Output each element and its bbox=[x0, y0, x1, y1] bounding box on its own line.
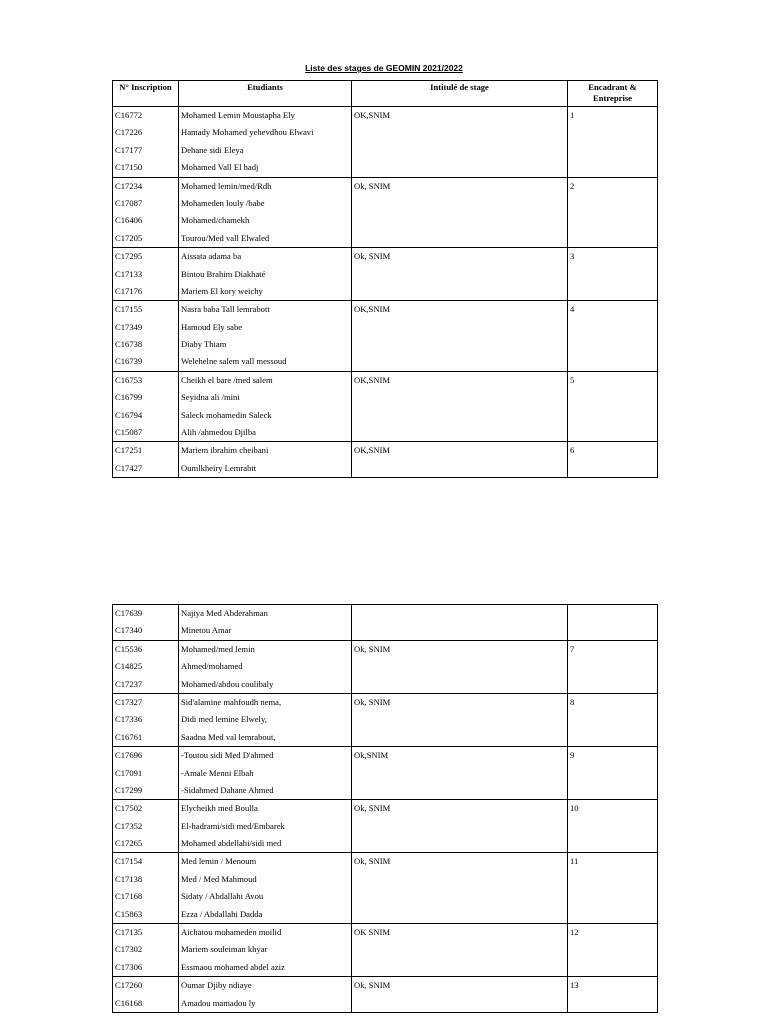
group-row bbox=[113, 640, 658, 693]
student-name: Med lemin / Menoum bbox=[181, 856, 257, 867]
student-name: Ezza / Abdallahi Dadda bbox=[181, 908, 263, 919]
student-name: Cheikh el bare /med salem bbox=[181, 374, 273, 385]
inscription-number: C17168 bbox=[115, 891, 143, 902]
inscription-cell bbox=[113, 800, 179, 853]
stage-title-cell: Ok, SNIM bbox=[352, 640, 568, 693]
inscription-number: C17327 bbox=[115, 696, 143, 707]
stage-title-cell: Ok,SNIM bbox=[352, 747, 568, 800]
internship-table-page1 bbox=[112, 80, 658, 478]
student-name: Mohamed/med lemin bbox=[181, 643, 255, 654]
students-cell bbox=[179, 640, 352, 693]
student-name: Mohamed Vall El hadj bbox=[181, 162, 259, 173]
inscription-cell bbox=[113, 371, 179, 442]
stage-title-cell: OK SNIM bbox=[352, 924, 568, 977]
student-name: Ahmed/mohamed bbox=[181, 661, 243, 672]
supervisor-cell: 4 bbox=[568, 301, 658, 372]
student-name: Mariem souleiman khyar bbox=[181, 944, 268, 955]
stage-title-cell: Ok, SNIM bbox=[352, 177, 568, 248]
inscription-number: C17091 bbox=[115, 767, 143, 778]
inscription-number: C16772 bbox=[115, 110, 143, 120]
group-row bbox=[113, 693, 658, 746]
student-name: Welehelne salem vall messoud bbox=[181, 356, 287, 367]
inscription-number: C17340 bbox=[115, 625, 143, 636]
inscription-number: C16738 bbox=[115, 339, 143, 350]
inscription-number: C16406 bbox=[115, 215, 143, 226]
students-cell bbox=[179, 924, 352, 977]
inscription-number: C17226 bbox=[115, 127, 143, 138]
student-name: Oumlkheiry Lemrabtt bbox=[181, 462, 257, 473]
inscription-number: C17265 bbox=[115, 838, 143, 849]
inscription-number: C17302 bbox=[115, 944, 143, 955]
inscription-number: C14825 bbox=[115, 661, 143, 672]
student-name: Tourou/Med vall Elwaled bbox=[181, 232, 270, 243]
supervisor-cell: 5 bbox=[568, 371, 658, 442]
inscription-number: C16794 bbox=[115, 409, 143, 420]
inscription-number: C17295 bbox=[115, 251, 143, 262]
supervisor-cell: 10 bbox=[568, 800, 658, 853]
student-name: Bintou Brahim Diakhaté bbox=[181, 268, 266, 279]
supervisor-cell: 11 bbox=[568, 853, 658, 924]
inscription-number: C16168 bbox=[115, 997, 143, 1008]
inscription-number: C17205 bbox=[115, 232, 143, 243]
students-cell bbox=[179, 107, 352, 178]
stage-title-cell: Ok, SNIM bbox=[352, 977, 568, 1013]
inscription-number: C17138 bbox=[115, 873, 143, 884]
document-title: Liste des stages de GEOMIN 2021/2022 bbox=[305, 63, 463, 73]
inscription-number: C16753 bbox=[115, 374, 143, 385]
group-row bbox=[113, 177, 658, 248]
inscription-cell bbox=[113, 977, 179, 1013]
inscription-cell bbox=[113, 442, 179, 478]
student-name: Oumar Djiby ndiaye bbox=[181, 980, 252, 991]
inscription-number: C17352 bbox=[115, 820, 143, 831]
inscription-number: C17306 bbox=[115, 961, 143, 972]
supervisor-cell: 13 bbox=[568, 977, 658, 1013]
students-cell bbox=[179, 605, 352, 641]
inscription-number: C17237 bbox=[115, 678, 143, 689]
stage-title-cell: OK,SNIM bbox=[352, 107, 568, 178]
supervisor-cell: 3 bbox=[568, 248, 658, 301]
student-name: Minetou Amar bbox=[181, 625, 232, 636]
header-inscription: N° Inscription bbox=[113, 81, 179, 107]
student-name: Aichatou mohameden moilid bbox=[181, 927, 282, 938]
supervisor-cell: 2 bbox=[568, 177, 658, 248]
student-name: Saadna Med val lemrabout, bbox=[181, 731, 276, 742]
inscription-cell bbox=[113, 747, 179, 800]
inscription-number: C16739 bbox=[115, 356, 143, 367]
supervisor-cell: 8 bbox=[568, 693, 658, 746]
student-name: Seyidna ali /mini bbox=[181, 392, 240, 403]
supervisor-cell: 12 bbox=[568, 924, 658, 977]
student-name: Nasra baba Tall lemrabott bbox=[181, 304, 270, 315]
inscription-number: C17251 bbox=[115, 445, 143, 456]
student-name: Najiya Med Abderahman bbox=[181, 608, 268, 618]
inscription-cell bbox=[113, 640, 179, 693]
student-name: -Amale Menni Elbah bbox=[181, 767, 254, 778]
student-name: Mohamed abdellahi/sidi med bbox=[181, 838, 282, 849]
students-cell bbox=[179, 853, 352, 924]
group-row bbox=[113, 301, 658, 372]
inscription-cell bbox=[113, 107, 179, 178]
students-cell bbox=[179, 977, 352, 1013]
inscription-number: C17336 bbox=[115, 714, 143, 725]
stage-title-cell: Ok, SNIM bbox=[352, 693, 568, 746]
inscription-number: C17155 bbox=[115, 304, 143, 315]
students-cell bbox=[179, 248, 352, 301]
group-row bbox=[113, 248, 658, 301]
students-cell bbox=[179, 693, 352, 746]
inscription-number: C16799 bbox=[115, 392, 143, 403]
inscription-number: C15087 bbox=[115, 427, 143, 438]
student-name: Didi med lemine Elwely, bbox=[181, 714, 267, 725]
student-name: Mohamed/abdou coulibaly bbox=[181, 678, 274, 689]
student-name: -Toutou sidi Med D'ahmed bbox=[181, 750, 274, 761]
student-name: Diaby Thiam bbox=[181, 339, 227, 350]
inscription-number: C15863 bbox=[115, 908, 143, 919]
inscription-cell bbox=[113, 605, 179, 641]
supervisor-cell: 6 bbox=[568, 442, 658, 478]
inscription-number: C17427 bbox=[115, 462, 143, 473]
stage-title-cell: OK,SNIM bbox=[352, 301, 568, 372]
student-name: Dehane sidi Eleya bbox=[181, 144, 244, 155]
stage-title-cell: OK,SNIM bbox=[352, 371, 568, 442]
student-name: Mohameden louly /babe bbox=[181, 197, 265, 208]
inscription-cell bbox=[113, 177, 179, 248]
header-students: Etudiants bbox=[179, 81, 352, 107]
student-name: Mohamed lemin/med/Rdh bbox=[181, 180, 272, 191]
student-name: Hamoud Ely sabe bbox=[181, 321, 243, 332]
inscription-number: C17150 bbox=[115, 162, 143, 173]
inscription-number: C17502 bbox=[115, 803, 143, 814]
inscription-cell bbox=[113, 924, 179, 977]
student-name: -Sidahmed Dahane Ahmed bbox=[181, 784, 274, 795]
stage-title-cell bbox=[352, 605, 568, 641]
student-name: Alih /ahmedou Djilba bbox=[181, 427, 256, 438]
student-name: Mariem ibrahim cheibani bbox=[181, 445, 269, 456]
stage-title-cell: Ok, SNIM bbox=[352, 248, 568, 301]
student-name: Mohamed Lemin Moustapha Ely bbox=[181, 110, 295, 120]
student-name: Mariem El kory weichy bbox=[181, 285, 263, 296]
group-row bbox=[113, 442, 658, 478]
stage-title-cell: Ok, SNIM bbox=[352, 853, 568, 924]
student-name: Aissata adama ba bbox=[181, 251, 242, 262]
group-row bbox=[113, 605, 658, 641]
student-name: Elycheikh med Boulla bbox=[181, 803, 258, 814]
inscription-cell bbox=[113, 301, 179, 372]
group-row bbox=[113, 747, 658, 800]
student-name: Hamady Mohamed yehevdhou Elwavi bbox=[181, 127, 314, 138]
supervisor-cell: 7 bbox=[568, 640, 658, 693]
inscription-number: C17260 bbox=[115, 980, 143, 991]
inscription-number: C15536 bbox=[115, 643, 143, 654]
header-supervisor: Encadrant & Entreprise bbox=[568, 81, 658, 107]
students-cell bbox=[179, 301, 352, 372]
stage-title-cell: OK,SNIM bbox=[352, 442, 568, 478]
inscription-number: C17639 bbox=[115, 608, 143, 618]
inscription-number: C17234 bbox=[115, 180, 143, 191]
inscription-number: C17087 bbox=[115, 197, 143, 208]
group-row bbox=[113, 853, 658, 924]
inscription-number: C17177 bbox=[115, 144, 143, 155]
inscription-number: C17176 bbox=[115, 285, 143, 296]
inscription-cell bbox=[113, 853, 179, 924]
inscription-number: C17696 bbox=[115, 750, 143, 761]
supervisor-cell bbox=[568, 605, 658, 641]
inscription-number: C17154 bbox=[115, 856, 143, 867]
group-row bbox=[113, 371, 658, 442]
student-name: Amadou mamadou ly bbox=[181, 997, 256, 1008]
group-row bbox=[113, 800, 658, 853]
students-cell bbox=[179, 442, 352, 478]
group-row bbox=[113, 924, 658, 977]
inscription-number: C16761 bbox=[115, 731, 143, 742]
students-cell bbox=[179, 371, 352, 442]
group-row bbox=[113, 977, 658, 1013]
header-row bbox=[113, 81, 658, 107]
students-cell bbox=[179, 800, 352, 853]
inscription-number: C17299 bbox=[115, 784, 143, 795]
student-name: Mohamed/chamekh bbox=[181, 215, 250, 226]
inscription-cell bbox=[113, 248, 179, 301]
student-name: Essmaou mohamed abdel aziz bbox=[181, 961, 285, 972]
student-name: Saleck mohamedin Saleck bbox=[181, 409, 272, 420]
students-cell bbox=[179, 747, 352, 800]
inscription-number: C17135 bbox=[115, 927, 143, 938]
supervisor-cell: 1 bbox=[568, 107, 658, 178]
internship-table-page2 bbox=[112, 604, 658, 1013]
student-name: El-hadrami/sidi med/Embarek bbox=[181, 820, 285, 831]
supervisor-cell: 9 bbox=[568, 747, 658, 800]
inscription-number: C17133 bbox=[115, 268, 143, 279]
student-name: Sid'alamine mahfoudh nema, bbox=[181, 696, 282, 707]
student-name: Sidaty / Abdallahi Avou bbox=[181, 891, 264, 902]
student-name: Med / Med Mahmoud bbox=[181, 873, 257, 884]
header-stage-title: Intitulé de stage bbox=[352, 81, 568, 107]
inscription-number: C17349 bbox=[115, 321, 143, 332]
students-cell bbox=[179, 177, 352, 248]
group-row bbox=[113, 107, 658, 178]
stage-title-cell: Ok, SNIM bbox=[352, 800, 568, 853]
inscription-cell bbox=[113, 693, 179, 746]
